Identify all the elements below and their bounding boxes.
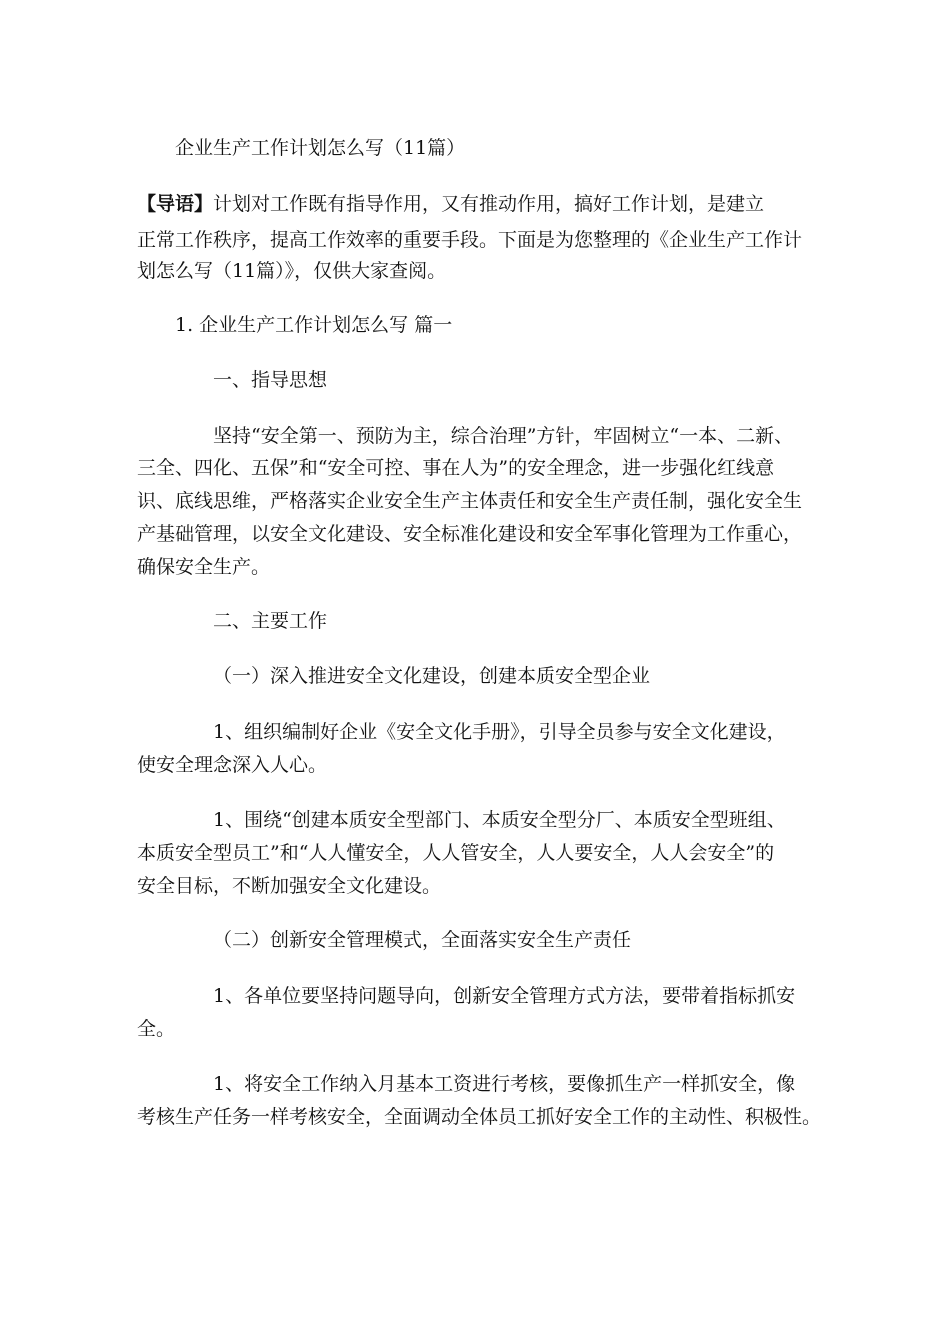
- item4-line: 考核生产任务一样考核安全，全面调动全体员工抓好安全工作的主动性、积极性。: [137, 1106, 822, 1128]
- intro-line-2: 正常工作秩序，提高工作效率的重要手段。下面是为您整理的《企业生产工作计: [137, 229, 803, 251]
- para1-line: 坚持“安全第一、预防为主，综合治理”方针，牢固树立“一本、二新、: [213, 425, 794, 447]
- para1-line: 识、底线思维，严格落实企业安全生产主体责任和安全生产责任制，强化安全生: [137, 490, 803, 512]
- intro-line-1: [137, 190, 827, 218]
- heading-guiding-ideology: 一、指导思想: [213, 369, 328, 391]
- item1-line: 1、组织编制好企业《安全文化手册》，引导全员参与安全文化建设，: [213, 721, 786, 743]
- item4-line: 1、将安全工作纳入月基本工资进行考核，要像抓生产一样抓安全，像: [213, 1073, 796, 1095]
- intro-line-3: 划怎么写（11篇）》，仅供大家查阅。: [137, 260, 447, 282]
- para1-line: 三全、四化、五保”和“安全可控、事在人为”的安全理念，进一步强化红线意: [137, 457, 775, 479]
- document-title: 企业生产工作计划怎么写（11篇）: [175, 137, 466, 159]
- item1-line: 使安全理念深入人心。: [137, 754, 328, 776]
- heading-main-work: 二、主要工作: [213, 610, 328, 632]
- item2-line: 本质安全型员工”和“人人懂安全，人人管安全，人人要安全，人人会安全”的: [137, 842, 775, 864]
- item2-line: 安全目标，不断加强安全文化建设。: [137, 875, 442, 897]
- para1-line: 产基础管理，以安全文化建设、安全标准化建设和安全军事化管理为工作重心，: [137, 523, 803, 545]
- section-heading: 1. 企业生产工作计划怎么写 篇一: [175, 314, 453, 336]
- item3-line: 1、各单位要坚持问题导向，创新安全管理方式方法，要带着指标抓安: [213, 985, 796, 1007]
- subheading-safety-culture: （一）深入推进安全文化建设，创建本质安全型企业: [213, 665, 651, 687]
- subheading-management-mode: （二）创新安全管理模式，全面落实安全生产责任: [213, 929, 632, 951]
- item2-line: 1、围绕“创建本质安全型部门、本质安全型分厂、本质安全型班组、: [213, 809, 786, 831]
- item3-line: 全。: [137, 1018, 176, 1040]
- para1-line: 确保安全生产。: [137, 556, 271, 578]
- intro-bracket-label: 【导语】: [137, 193, 214, 215]
- intro-line-1-text: 计划对工作既有指导作用，又有推动作用，搞好工作计划，是建立: [213, 193, 765, 215]
